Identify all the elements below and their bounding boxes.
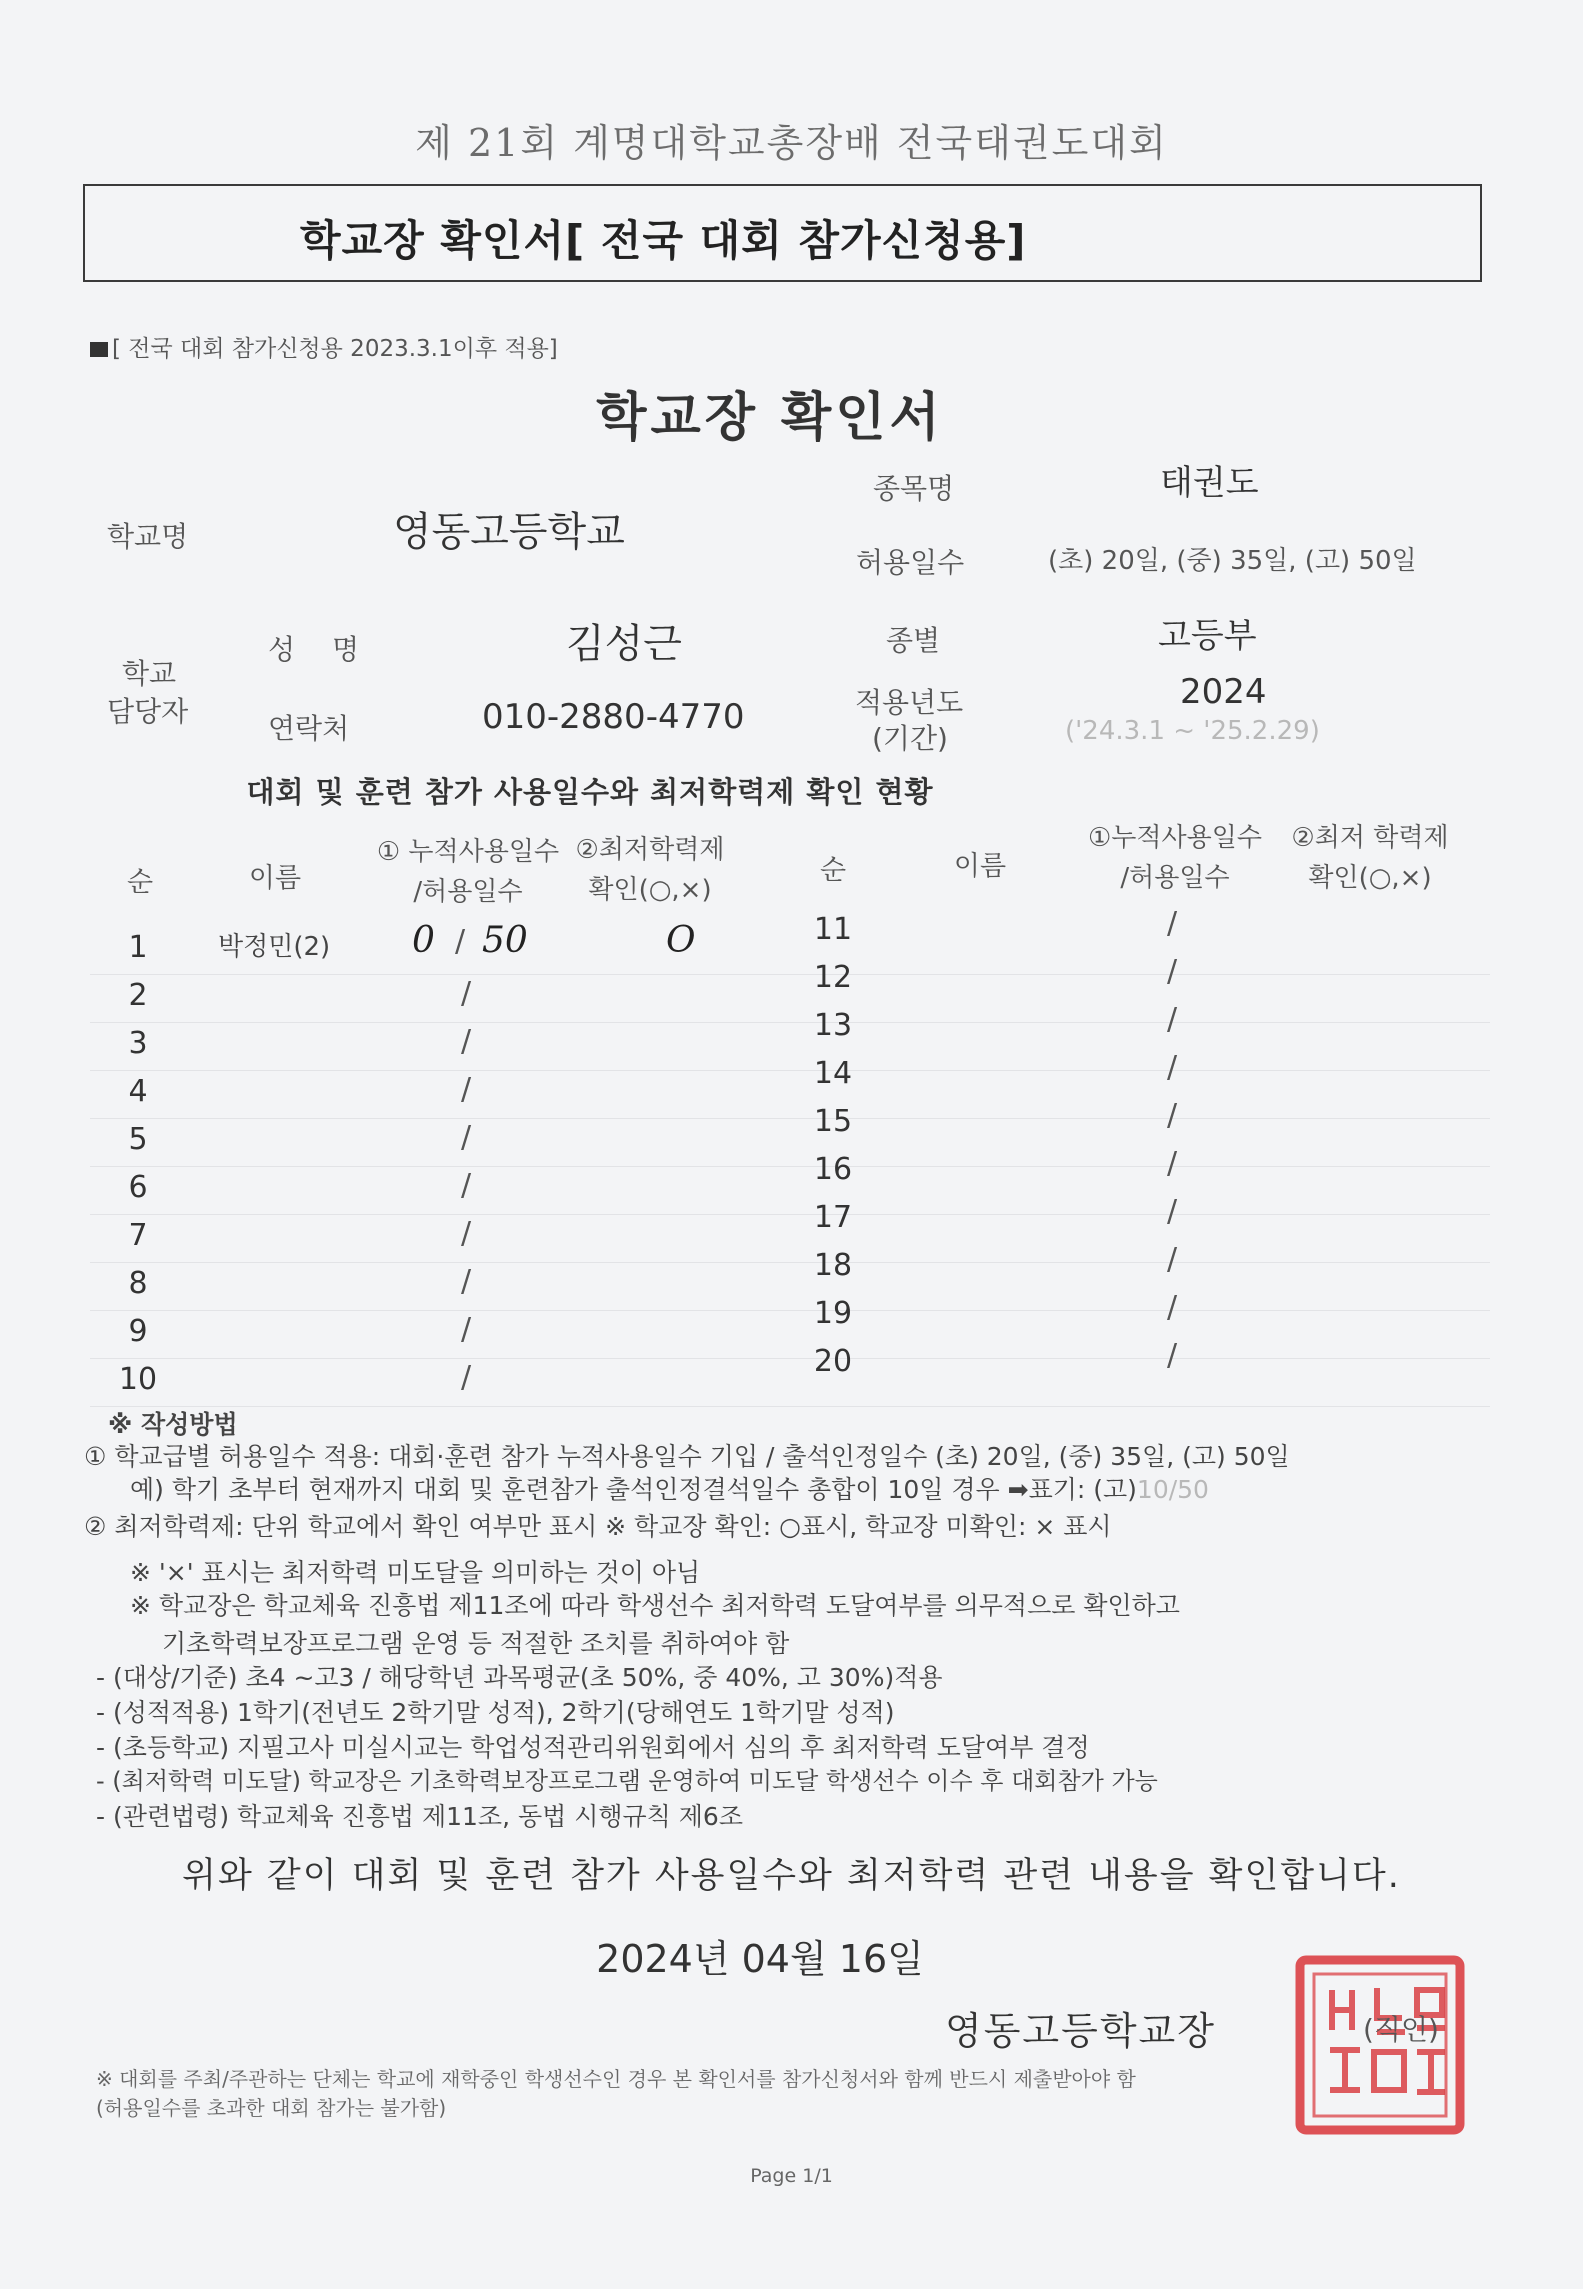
method-heading: ※ 작성방법 (108, 1410, 238, 1439)
row-slash: / (460, 1072, 472, 1107)
method-line-2-faint: 10/50 (1136, 1475, 1209, 1504)
method-line-2 (130, 1470, 1209, 1506)
period-value: ('24.3.1 ~ '25.2.29) (1065, 716, 1320, 746)
row-number: 5 (128, 1122, 148, 1157)
row-number: 6 (128, 1170, 148, 1205)
row-slash: / (1166, 1338, 1178, 1373)
contact-label: 연락처 (268, 712, 350, 745)
table-row-line (90, 1070, 1490, 1071)
row-number: 9 (128, 1314, 148, 1349)
row-min-check: O (666, 920, 696, 961)
allowed-days-value: (초) 20일, (중) 35일, (고) 50일 (1048, 546, 1417, 576)
row-number: 15 (813, 1104, 853, 1139)
school-value: 영동고등학교 (393, 509, 625, 555)
table-row-line (90, 1214, 1490, 1215)
table-row-line (90, 1166, 1490, 1167)
row-slash: / (1166, 1242, 1178, 1277)
row-slash: / (1166, 954, 1178, 989)
row-slash: / (460, 1120, 472, 1155)
contact-value: 010-2880-4770 (482, 697, 745, 737)
row-number: 11 (813, 912, 853, 947)
row-slash: / (454, 924, 466, 959)
row-number: 12 (813, 960, 853, 995)
col-days-header-right-1: ①누적사용일수 (1087, 823, 1262, 853)
name-label: 성 명 (268, 633, 373, 666)
table-title: 대회 및 훈련 참가 사용일수와 최저학력제 확인 현황 (246, 775, 934, 809)
row-slash: / (460, 1024, 472, 1059)
table-row-line (90, 1406, 1490, 1407)
col-min-header (565, 830, 735, 910)
row-slash: / (460, 976, 472, 1011)
method-line-10: - (최저학력 미도달) 학교장은 기초학력보장프로그램 운영하여 미도달 학생선수 이수 후 대회참가 가능 (96, 1767, 1158, 1795)
row-number: 2 (128, 978, 148, 1013)
col-min-header-right-1: ②최저 학력제 (1291, 823, 1449, 853)
method-line-7: - (대상/기준) 초4 ~고3 / 해당학년 과목평균(초 50%, 중 40%, 고 30%)적용 (96, 1663, 943, 1692)
footnote (96, 2065, 1136, 2123)
col-min-header-right (1275, 818, 1465, 898)
method-line-5: ※ 학교장은 학교체육 진흥법 제11조에 따라 학생선수 최저학력 도달여부를 의무적으로 확인하고 (130, 1591, 1180, 1620)
row-number: 8 (128, 1266, 148, 1301)
event-label: 종목명 (873, 472, 955, 505)
manager-label-2: 담당자 (107, 695, 189, 728)
allowed-days-label: 허용일수 (856, 546, 965, 579)
row-number: 7 (128, 1218, 148, 1253)
method-line-2-text: 예) 학기 초부터 현재까지 대회 및 훈련참가 출석인정결석일수 총합이 10일 경우 (130, 1475, 1000, 1504)
row-number: 13 (813, 1008, 853, 1043)
col-name-header-right: 이름 (953, 851, 1007, 882)
table-row-line (90, 1310, 1490, 1311)
row-slash: / (460, 1216, 472, 1251)
col-name-header: 이름 (248, 863, 302, 894)
row-slash: / (1166, 1146, 1178, 1181)
col-days-header-right (1075, 818, 1275, 898)
manager-label-1: 학교 (122, 657, 177, 690)
row-slash: / (460, 1168, 472, 1203)
event-title: 제 21회 계명대학교총장배 전국태권도대회 (415, 121, 1168, 165)
page-number: Page 1/1 (750, 2165, 833, 2187)
table-row-line (90, 1262, 1490, 1263)
division-label: 종별 (886, 624, 941, 657)
method-line-8: - (성적적용) 1학기(전년도 2학기말 성적), 2학기(당해연도 1학기말 성적) (96, 1698, 895, 1727)
seal-label: (직인) (1363, 2013, 1439, 2046)
form-tag-text: [ 전국 대회 참가신청용 2023.3.1이후 적용] (112, 336, 558, 362)
col-no-header: 순 (126, 867, 154, 898)
col-days-header (368, 832, 568, 912)
row-slash: / (460, 1360, 472, 1395)
method-line-11: - (관련법령) 학교체육 진흥법 제11조, 동법 시행규칙 제6조 (96, 1802, 743, 1831)
row-slash: / (460, 1312, 472, 1347)
year-value: 2024 (1180, 672, 1267, 712)
row-slash: / (1166, 1002, 1178, 1037)
row-number: 20 (813, 1344, 853, 1379)
method-line-1: ① 학교급별 허용일수 적용: 대회·훈련 참가 누적사용일수 기입 / 출석인정일수 (초) 20일, (중) 35일, (고) 50일 (84, 1442, 1290, 1471)
row-name: 박정민(2) (218, 932, 331, 962)
row-slash: / (1166, 1290, 1178, 1325)
row-number: 10 (118, 1362, 158, 1397)
row-slash: / (1166, 906, 1178, 941)
form-tag (90, 330, 558, 363)
method-line-3: ② 최저학력제: 단위 학교에서 확인 여부만 표시 ※ 학교장 확인: ○표시, 학교장 미확인: × 표시 (84, 1512, 1112, 1541)
confirm-text: 위와 같이 대회 및 훈련 참가 사용일수와 최저학력 관련 내용을 확인합니다. (182, 1856, 1401, 1896)
col-days-header-2: /허용일수 (413, 877, 523, 907)
row-slash: / (1166, 1050, 1178, 1085)
col-days-header-right-2: /허용일수 (1120, 863, 1230, 893)
row-number: 17 (813, 1200, 853, 1235)
table-row-line (90, 1022, 1490, 1023)
main-title: 학교장 확인서 (596, 388, 944, 448)
col-days-header-1: ① 누적사용일수 (376, 837, 560, 867)
square-bullet-icon (90, 342, 108, 357)
footnote-line-1: ※ 대회를 주최/주관하는 단체는 학교에 재학중인 학생선수인 경우 본 확인서를 참가신청서와 함께 반드시 제출받아야 함 (96, 2067, 1136, 2091)
title-box-text: 학교장 확인서[ 전국 대회 참가신청용] (300, 216, 1027, 265)
name-value: 김성근 (566, 621, 682, 667)
row-slash: / (460, 1264, 472, 1299)
row-number: 14 (813, 1056, 853, 1091)
row-number: 19 (813, 1296, 853, 1331)
signer-name: 영동고등학교장 (945, 2009, 1216, 2053)
school-label: 학교명 (107, 520, 189, 553)
row-slash: / (1166, 1098, 1178, 1133)
col-min-header-2: 확인(○,×) (588, 875, 712, 905)
row-number: 3 (128, 1026, 148, 1061)
division-value: 고등부 (1158, 616, 1257, 656)
year-label-2: (기간) (872, 722, 948, 755)
table-row-line (90, 1358, 1490, 1359)
method-line-6: 기초학력보장프로그램 운영 등 적절한 조치를 취하여야 함 (162, 1629, 790, 1658)
row-number: 4 (128, 1074, 148, 1109)
row-number: 1 (128, 930, 148, 965)
col-min-header-1: ②최저학력제 (575, 835, 725, 865)
footnote-line-2: (허용일수를 초과한 대회 참가는 불가함) (96, 2096, 447, 2120)
row-slash: / (1166, 1194, 1178, 1229)
row-number: 18 (813, 1248, 853, 1283)
row-used-days: 0 (412, 920, 435, 961)
col-min-header-right-2: 확인(○,×) (1308, 863, 1432, 893)
method-line-2-tail: 표기: (고) (1028, 1475, 1137, 1504)
table-row-line (90, 974, 1490, 975)
confirm-date: 2024년 04월 16일 (596, 1937, 924, 1981)
method-line-4: ※ '×' 표시는 최저학력 미도달을 의미하는 것이 아님 (130, 1558, 701, 1587)
row-allowed-days: 50 (482, 920, 528, 961)
year-label-1: 적용년도 (855, 686, 964, 719)
row-number: 16 (813, 1152, 853, 1187)
table-row-line (90, 1118, 1490, 1119)
arrow-right-icon: ➡ (1007, 1475, 1029, 1504)
event-value: 태권도 (1160, 463, 1259, 503)
method-line-9: - (초등학교) 지필고사 미실시교는 학업성적관리위원회에서 심의 후 최저학력 도달여부 결정 (96, 1733, 1090, 1762)
col-no-header-right: 순 (819, 855, 847, 886)
